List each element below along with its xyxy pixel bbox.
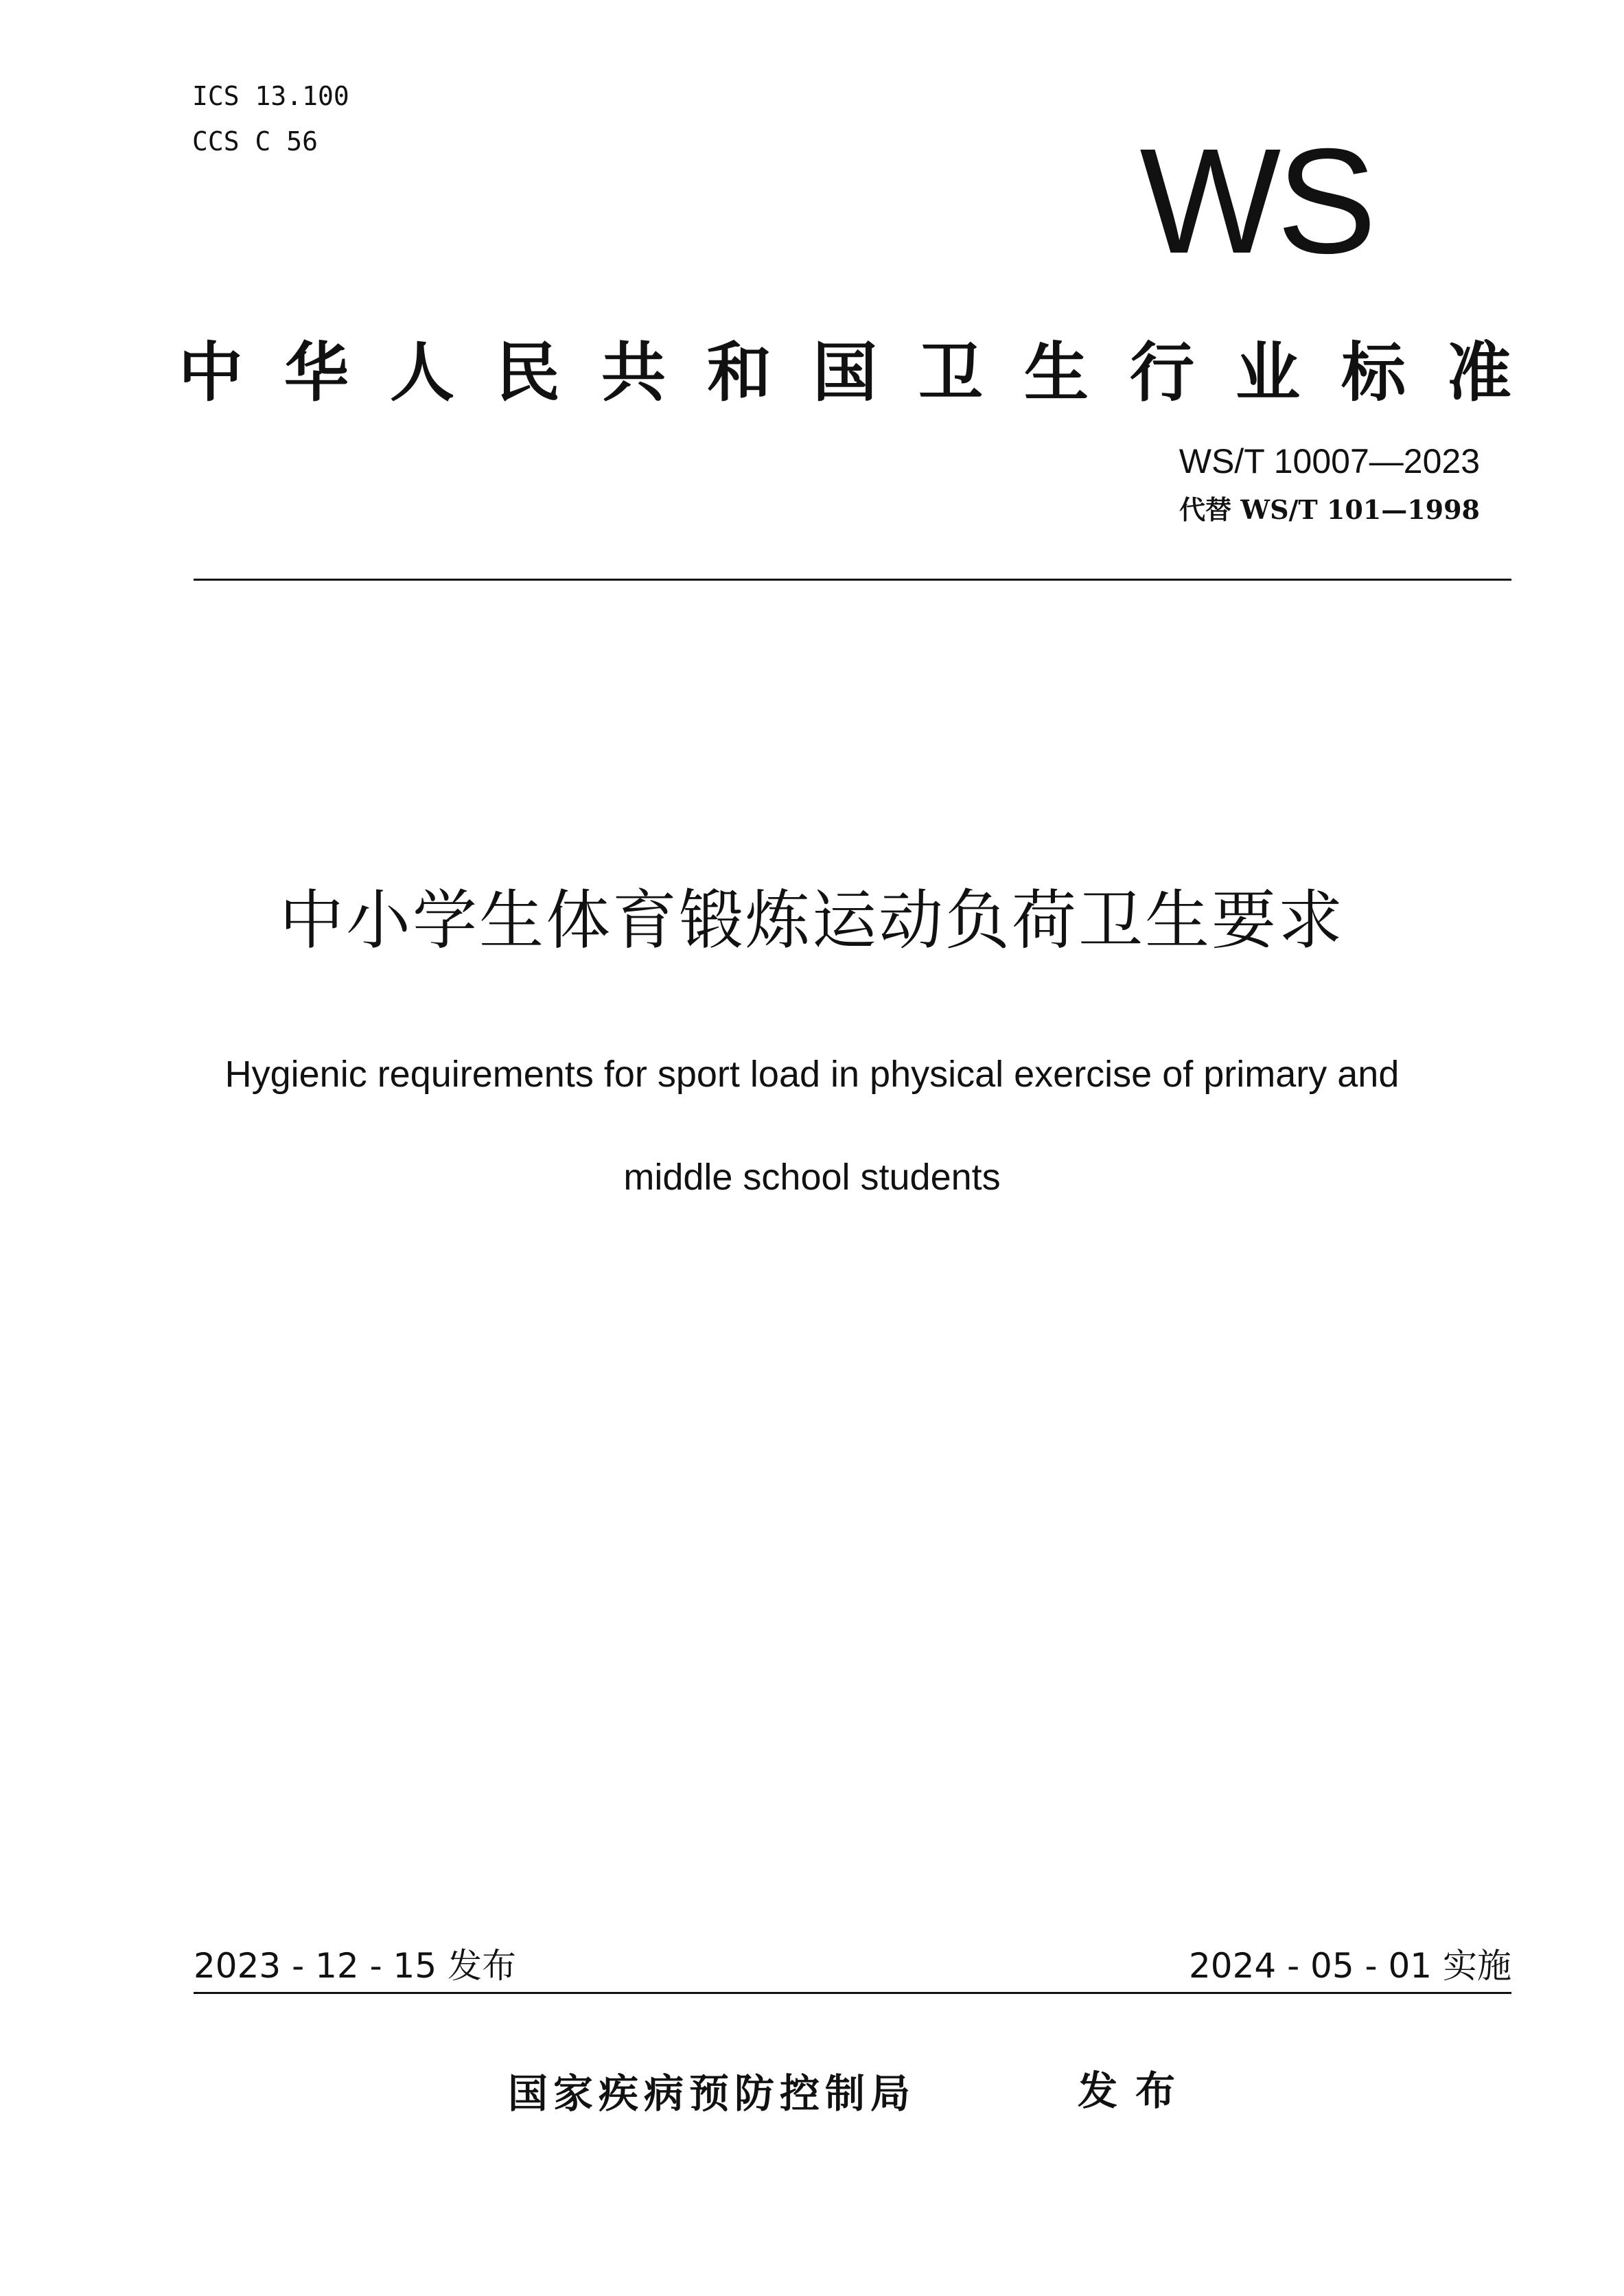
english-title-line-2: middle school students bbox=[623, 1157, 1001, 1198]
issue-date: 2023 - 12 - 15 发布 bbox=[194, 1946, 517, 1986]
document-title-english bbox=[0, 1023, 1624, 1229]
industry-standard-title: 中华人民共和国卫生行业标准 bbox=[178, 336, 1553, 410]
footer-divider bbox=[194, 1992, 1511, 1994]
standard-number: WS/T 10007—2023 bbox=[1179, 442, 1480, 480]
document-title-chinese: 中小学生体育锻炼运动负荷卫生要求 bbox=[279, 883, 1345, 958]
ws-logo-text: WS bbox=[1139, 130, 1373, 275]
ws-logo bbox=[1071, 130, 1441, 275]
english-title-line-1: Hygienic requirements for sport load in physical exercise of primary and bbox=[224, 1054, 1400, 1095]
ccs-classification: CCS C 56 bbox=[192, 126, 318, 156]
ics-classification: ICS 13.100 bbox=[192, 81, 349, 111]
implementation-date: 2024 - 05 - 01 实施 bbox=[1188, 1946, 1511, 1986]
header-divider bbox=[194, 579, 1511, 581]
publish-label: 发布 bbox=[1078, 2067, 1194, 2114]
publisher-name: 国家疾病预防控制局 bbox=[508, 2070, 916, 2117]
replaces-standard-number: 代替 WS/T 101—1998 bbox=[1179, 494, 1480, 525]
